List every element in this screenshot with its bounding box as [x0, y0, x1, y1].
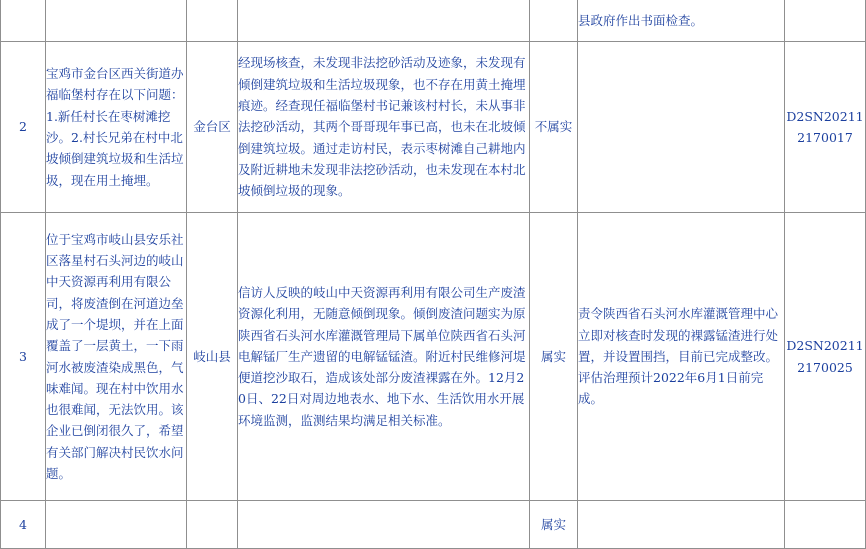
investigation-cell: 信访人反映的岐山中天资源再利用有限公司生产废渣资源化利用，无随意倾倒现象。倾倒废渣问题实为原陕西省石头河水库灌溉管理局下属单位陕西省石头河电解锰厂生产遗留的电解锰锰渣。附近村民维修河堤便道挖沙取石，造成该处部分废渣裸露在外。12月20日、22日对周边地表水、地下水、生活饮用水开展环境监测，监测结果均满足相关标准。 — [238, 213, 530, 501]
finding-cell — [530, 0, 578, 42]
case-id-cell — [785, 501, 866, 549]
action-cell: 责令陕西省石头河水库灌溉管理中心立即对核查时发现的裸露锰渣进行处置，并设置围挡，目前已完成整改。评估治理预计2022年6月1日前完成。 — [578, 213, 785, 501]
district-cell: 金台区 — [187, 42, 238, 213]
row-number: 4 — [1, 501, 46, 549]
row-number — [1, 0, 46, 42]
table-row — [1, 501, 866, 549]
investigation-cell — [238, 0, 530, 42]
finding-cell: 属实 — [530, 213, 578, 501]
investigation-cell — [238, 501, 530, 549]
case-id-cell: D2SN202112170025 — [785, 213, 866, 501]
action-cell — [578, 501, 785, 549]
complaint-cell — [46, 501, 187, 549]
case-id-cell: D2SN202112170017 — [785, 42, 866, 213]
action-cell — [578, 0, 785, 42]
complaint-cell — [46, 0, 187, 42]
case-id-cell — [785, 0, 866, 42]
table-row — [1, 0, 866, 42]
complaint-cell: 位于宝鸡市岐山县安乐社区落星村石头河边的岐山中天资源再利用有限公司，将废渣倒在河道边垒成了一个堤坝，并在上面覆盖了一层黄土，一下雨河水被废渣染成黑色，气味难闻。现在村中饮用水也很难闻，无法饮用。该企业已倒闭很久了，希望有关部门解决村民饮水问题。 — [46, 213, 187, 501]
district-cell: 岐山县 — [187, 213, 238, 501]
table-row — [1, 42, 866, 213]
complaint-cell: 宝鸡市金台区西关街道办福临堡村存在以下问题：1.新任村长在枣树滩挖沙。2.村长兄弟在村中北坡倾倒建筑垃圾和生活垃圾，现在用土掩埋。 — [46, 42, 187, 213]
row-number: 3 — [1, 213, 46, 501]
district-cell — [187, 501, 238, 549]
finding-cell: 属实 — [530, 501, 578, 549]
row-number: 2 — [1, 42, 46, 213]
finding-cell: 不属实 — [530, 42, 578, 213]
action-text: 县政府作出书面检查。 — [578, 13, 704, 29]
action-cell — [578, 42, 785, 213]
table-row — [1, 213, 866, 501]
district-cell — [187, 0, 238, 42]
investigation-cell: 经现场核查，未发现非法挖砂活动及迹象，未发现有倾倒建筑垃圾和生活垃圾现象，也不存在用黄土掩埋痕迹。经查现任福临堡村书记兼该村村长，未从事非法挖砂活动，其两个哥哥现年事已高，也未在北坡倾倒建筑垃圾。通过走访村民，表示枣树滩自己耕地内及附近耕地未发现非法挖砂活动，也未发现在本村北坡倾倒垃圾的现象。 — [238, 42, 530, 213]
